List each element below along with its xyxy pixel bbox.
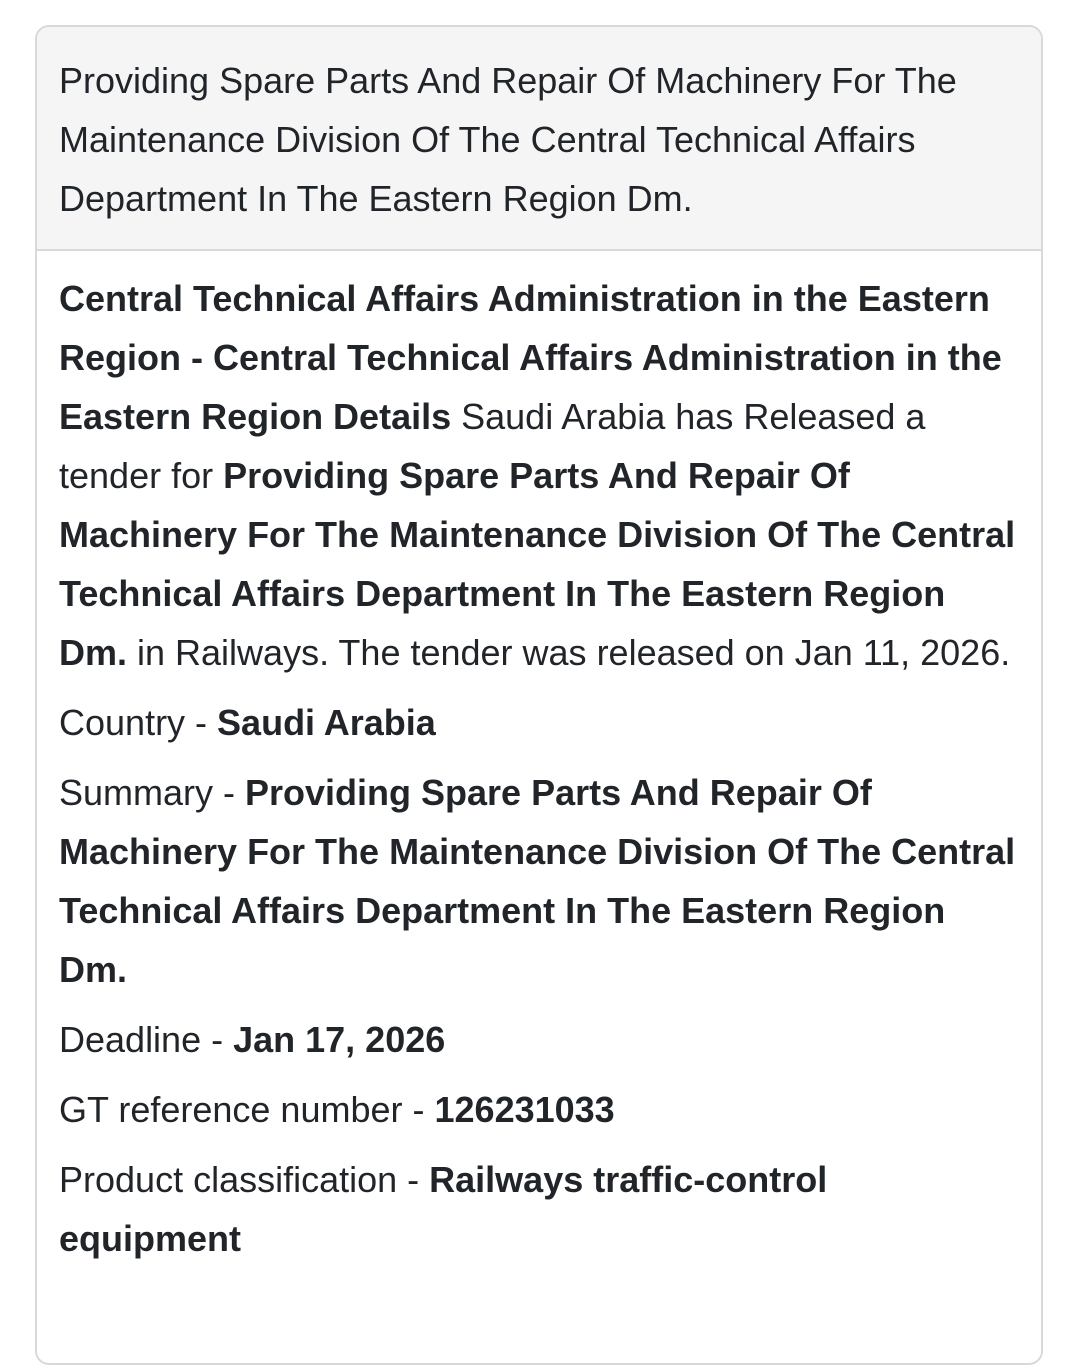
tender-details: [37, 251, 1041, 1268]
tender-title: Providing Spare Parts And Repair Of Machinery For The Maintenance Division Of The Central Technical Affairs Department In The Eastern Region Dm.: [59, 60, 957, 219]
description-tender-title: Providing Spare Parts And Repair Of Machinery For The Maintenance Division Of The Central Technical Affairs Department In The Eastern Region Dm.: [59, 455, 1016, 673]
tender-title-header: [37, 27, 1041, 251]
classification-label: Product classification -: [59, 1159, 430, 1200]
tender-description: [59, 269, 1019, 682]
deadline-label: Deadline -: [59, 1019, 234, 1060]
deadline-row: [59, 1010, 1019, 1069]
classification-value: Railways traffic-control equipment: [59, 1159, 828, 1259]
country-label: Country -: [59, 702, 218, 743]
summary-label: Summary -: [59, 772, 246, 813]
classification-row: [59, 1150, 1019, 1268]
reference-value: 126231033: [434, 1089, 615, 1130]
country-row: [59, 693, 1019, 752]
country-value: Saudi Arabia: [217, 702, 436, 743]
deadline-value: Jan 17, 2026: [233, 1019, 446, 1060]
organization-name: Central Technical Affairs Administration in the Eastern Region - Central Technical Affairs Administration in the Eastern Region Details: [59, 278, 1002, 437]
description-text: Saudi Arabia has Released a tender for: [59, 396, 926, 496]
summary-value: Providing Spare Parts And Repair Of Machinery For The Maintenance Division Of The Central Technical Affairs Department In The Eastern Region Dm.: [59, 772, 1016, 990]
reference-row: [59, 1080, 1019, 1139]
summary-row: [59, 763, 1019, 999]
tender-card: [35, 25, 1043, 1365]
description-release: in Railways. The tender was released on Jan 11, 2026.: [127, 632, 1011, 673]
reference-label: GT reference number -: [59, 1089, 435, 1130]
